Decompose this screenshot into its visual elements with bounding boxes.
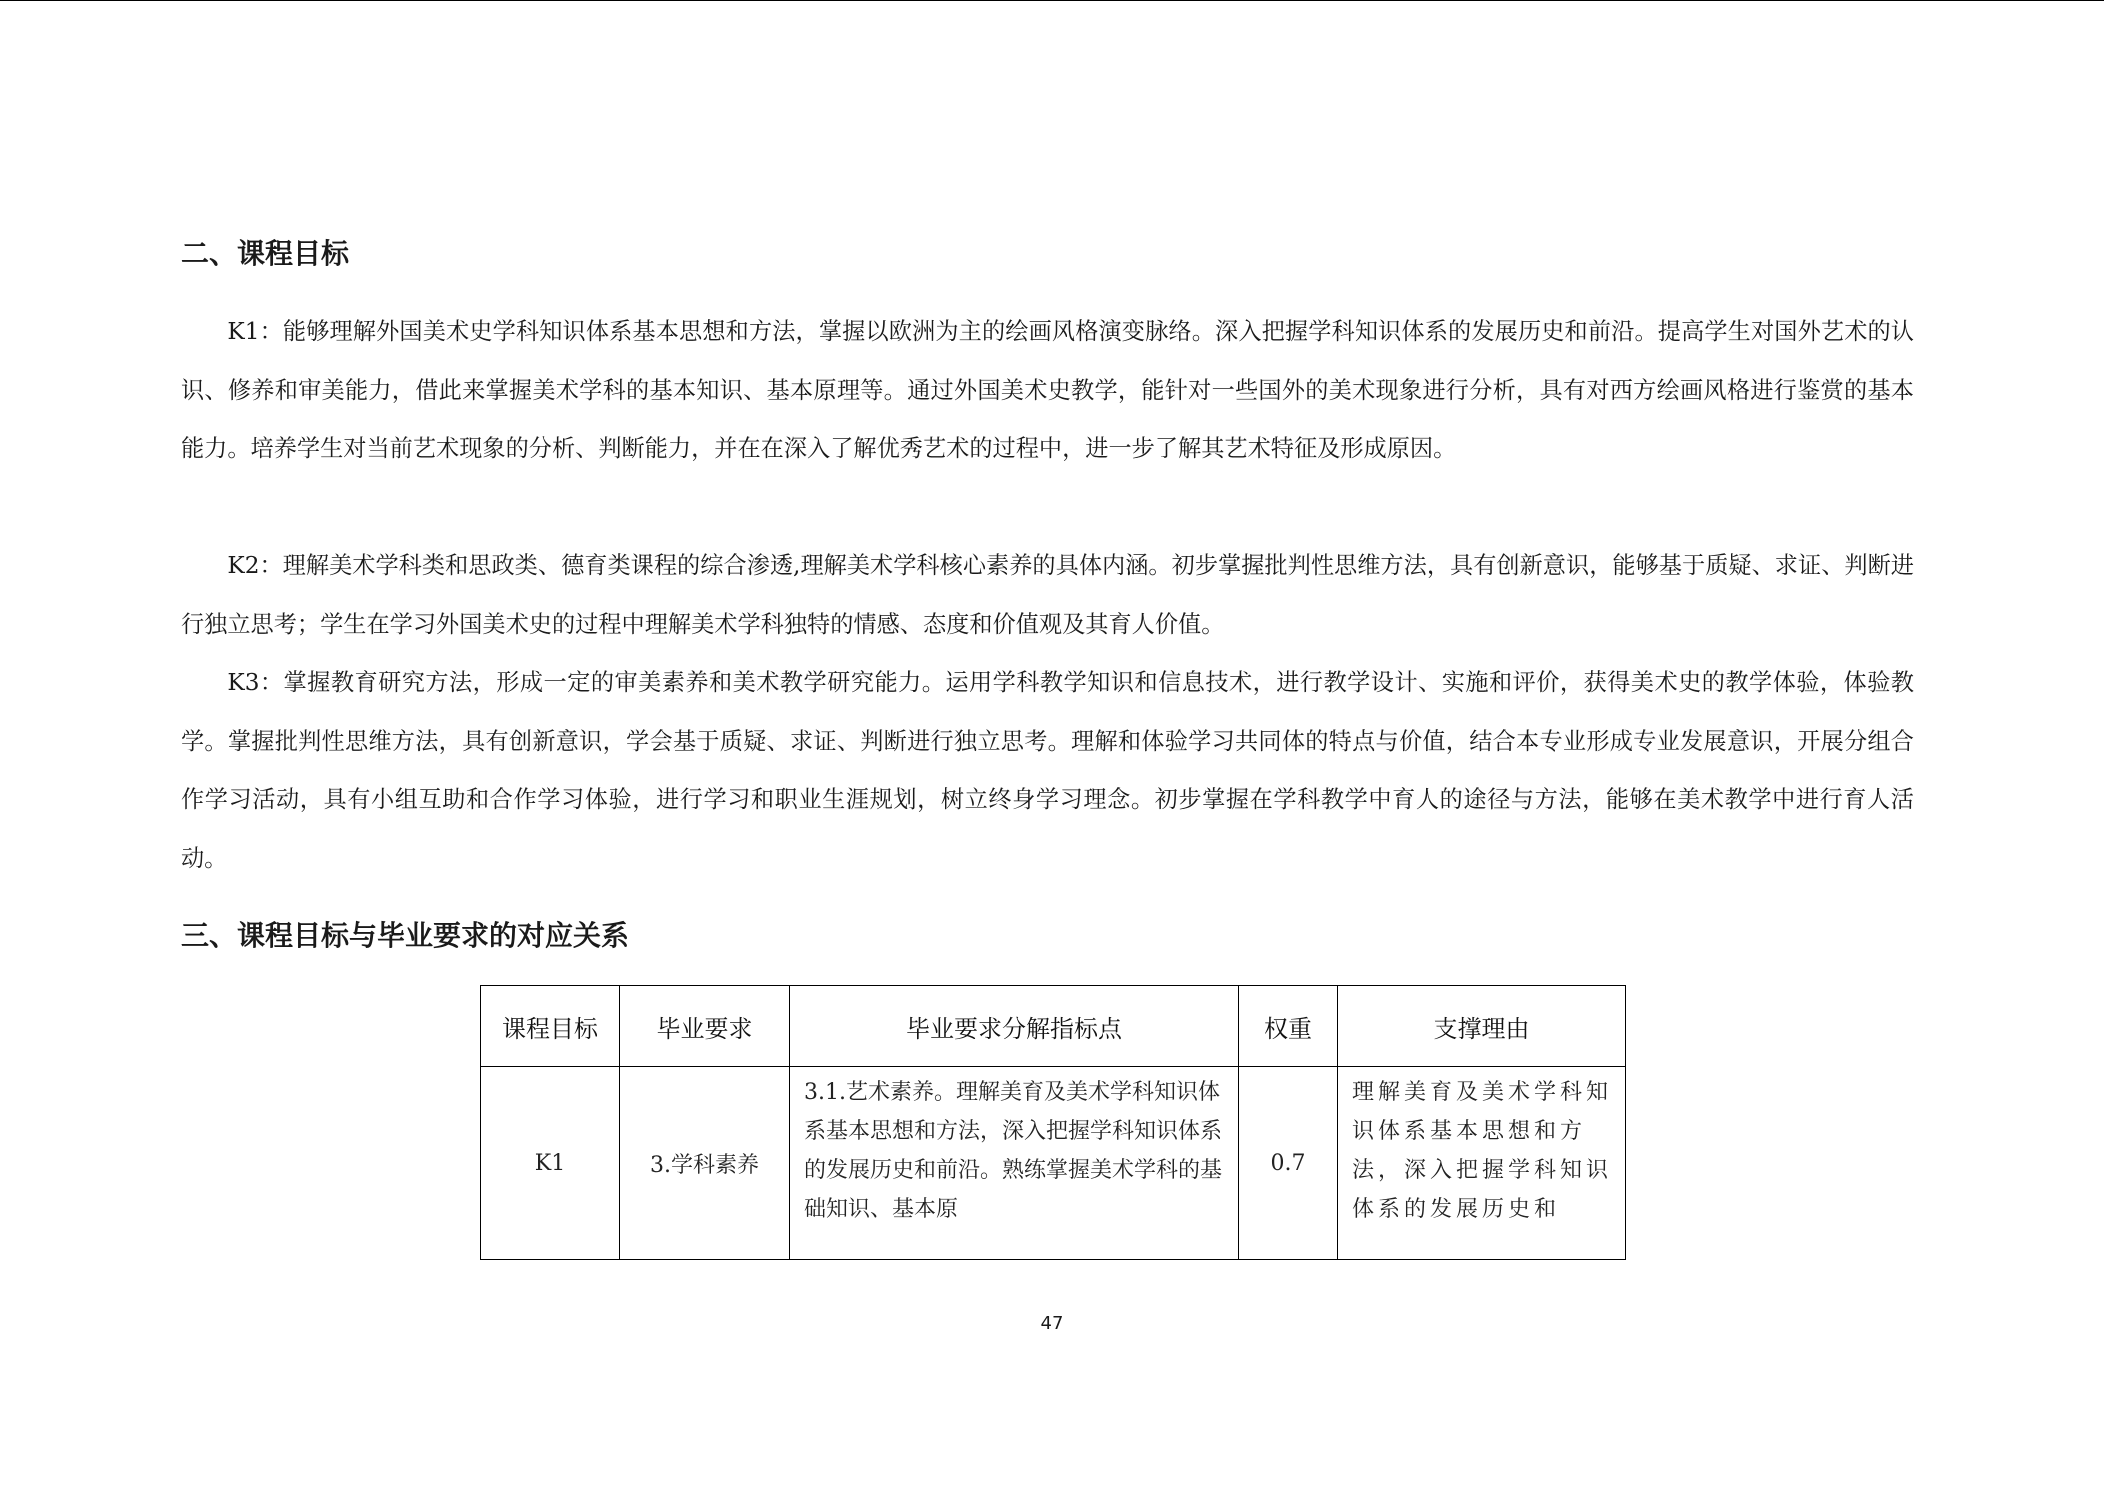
header-indicator-points: 毕业要求分解指标点 — [790, 986, 1239, 1067]
table-header-row — [481, 986, 1626, 1067]
section-heading-objective-mapping: 三、课程目标与毕业要求的对应关系 — [181, 919, 630, 952]
header-support-reason: 支撑理由 — [1338, 986, 1626, 1067]
cell-course-goal: K1 — [481, 1067, 620, 1260]
page-top-border — [0, 0, 2104, 1]
objective-paragraph-k1: K1：能够理解外国美术史学科知识体系基本思想和方法，掌握以欧洲为主的绘画风格演变脉络。深入把握学科知识体系的发展历史和前沿。提高学生对国外艺术的认识、修养和审美能力，借此来掌握美术学科的基本知识、基本原理等。通过外国美术史教学，能针对一些国外的美术现象进行分析，具有对西方绘画风格进行鉴赏的基本能力。培养学生对当前艺术现象的分析、判断能力，并在在深入了解优秀艺术的过程中，进一步了解其艺术特征及形成原因。 — [181, 318, 1914, 462]
cell-reason-text: 理解美育及美术学科知识体系基本思想和方法，深入把握学科知识体系的发展历史和 — [1352, 1080, 1613, 1222]
section-heading-course-objectives: 二、课程目标 — [181, 237, 350, 270]
cell-indicator-point — [790, 1067, 1239, 1260]
page-number: 47 — [1040, 1313, 1064, 1334]
header-weight: 权重 — [1239, 986, 1338, 1067]
objective-paragraph-k3: K3：掌握教育研究方法，形成一定的审美素养和美术教学研究能力。运用学科教学知识和信息技术，进行教学设计、实施和评价，获得美术史的教学体验，体验教学。掌握批判性思维方法，具有创新意识，学会基于质疑、求证、判断进行独立思考。理解和体验学习共同体的特点与价值，结合本专业形成专业发展意识，开展分组合作学习活动，具有小组互助和合作学习体验，进行学习和职业生涯规划，树立终身学习理念。初步掌握在学科教学中育人的途径与方法，能够在美术教学中进行育人活动。 — [181, 669, 1914, 872]
objective-requirement-table — [480, 985, 1626, 1260]
cell-indicator-text: 3.1.艺术素养。理解美育及美术学科知识体系基本思想和方法，深入把握学科知识体系的发展历史和前沿。熟练掌握美术学科的基础知识、基本原 — [804, 1080, 1223, 1222]
table-row — [481, 1067, 1626, 1260]
cell-graduation-requirement: 3.学科素养 — [620, 1067, 790, 1260]
cell-weight: 0.7 — [1239, 1067, 1338, 1260]
objective-paragraph-k2: K2：理解美术学科类和思政类、德育类课程的综合渗透,理解美术学科核心素养的具体内涵。初步掌握批判性思维方法，具有创新意识，能够基于质疑、求证、判断进行独立思考；学生在学习外国美术史的过程中理解美术学科独特的情感、态度和价值观及其育人价值。 — [181, 552, 1914, 638]
header-graduation-requirement: 毕业要求 — [620, 986, 790, 1067]
cell-support-reason — [1338, 1067, 1626, 1260]
header-course-goal: 课程目标 — [481, 986, 620, 1067]
